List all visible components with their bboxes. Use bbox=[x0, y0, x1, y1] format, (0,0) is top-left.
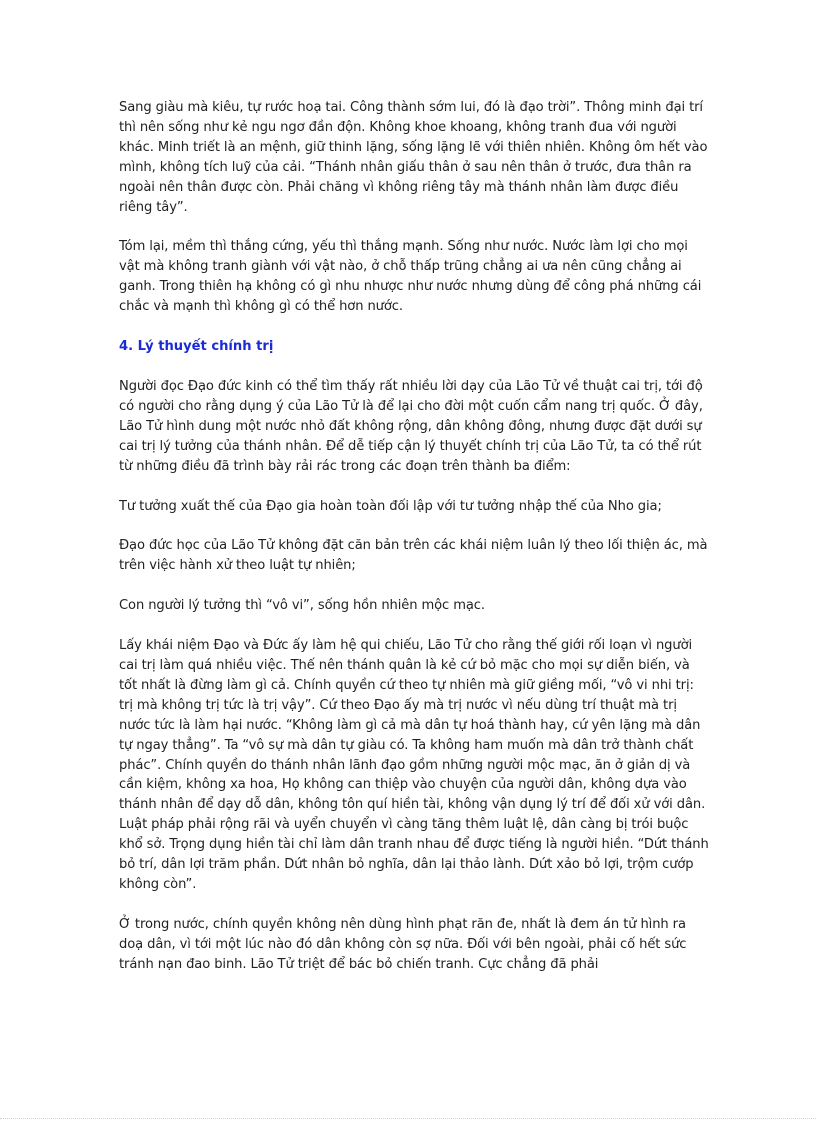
paragraph: Tóm lại, mềm thì thắng cứng, yếu thì thắng mạnh. Sống như nước. Nước làm lợi cho mọi vật mà không tranh giành với vật nào, ở chỗ thấp trũng chẳng ai ưa nên cũng chẳng ai ganh. Trong thiên hạ không có gì nhu nhược như nước nhưng dùng để công phá những cái chắc và mạnh thì không gì có thể hơn nước. bbox=[119, 239, 702, 315]
paragraph: Tư tưởng xuất thế của Đạo gia hoàn toàn đối lập với tư tưởng nhập thế của Nho gia; bbox=[119, 498, 662, 514]
paragraph: Lấy khái niệm Đạo và Đức ấy làm hệ qui chiếu, Lão Tử cho rằng thế giới rối loạn vì người cai trị làm quá nhiều việc. Thế nên thánh quân là kẻ cứ bỏ mặc cho mọi sự diễn biến, và tốt nhất là đừng làm gì cả. Chính quyền cứ theo tự nhiên mà giữ giềng mối, “vô vi nhi trị: trị mà không trị tức là trị vậy”. Cứ theo Đạo ấy mà trị nước vì nếu dùng trí thuật mà trị nước tức là làm hại nước. “Không làm gì cả mà dân tự hoá thành hay, cứ yên lặng mà dân tự ngay thẳng”. Ta “vô sự mà dân tự giàu có. Ta không ham muốn mà dân trở thành chất phác”. Chính quyền do thánh nhân lãnh đạo gồm những người mộc mạc, ăn ở giản dị và cần kiệm, không xa hoa, Họ không can thiệp vào chuyện của người dân, không dựa vào thánh nhân để dạy dỗ dân, không tôn quí hiền tài, không vận dụng lý trí để đối xử với dân. Luật pháp phải rộng rãi và uyển chuyển vì càng tăng thêm luật lệ, dân càng bị trói buộc khổ sở. Trọng dụng hiền tài chỉ làm dân tranh nhau để được tiếng là người hiền. “Dứt thánh bỏ trí, dân lợi trăm phần. Dứt nhân bỏ nghĩa, dân lại thảo lành. Dứt xảo bỏ lợi, trộm cướp không còn”. bbox=[119, 638, 709, 892]
paragraph: Con người lý tưởng thì “vô vi”, sống hồn nhiên mộc mạc. bbox=[119, 598, 485, 614]
section-heading: 4. Lý thuyết chính trị bbox=[119, 339, 274, 355]
page-bottom-border bbox=[0, 1118, 816, 1120]
paragraph: Đạo đức học của Lão Tử không đặt căn bản trên các khái niệm luân lý theo lối thiện ác, mà trên việc hành xử theo luật tự nhiên; bbox=[119, 538, 708, 574]
paragraph: Người đọc Đạo đức kinh có thể tìm thấy rất nhiều lời dạy của Lão Tử về thuật cai trị, tới độ có người cho rằng dụng ý của Lão Tử là để lại cho đời một cuốn cẩm nang trị quốc. Ở đây, Lão Tử hình dung một nước nhỏ đất không rộng, dân không đông, nhưng được đặt dưới sự cai trị lý tưởng của thánh nhân. Để dễ tiếp cận lý thuyết chính trị của Lão Tử, ta có thể rút từ những điều đã trình bày rải rác trong các đoạn trên thành ba điểm: bbox=[119, 378, 703, 474]
document-page bbox=[119, 98, 709, 995]
paragraph: Sang giàu mà kiêu, tự rước hoạ tai. Công thành sớm lui, đó là đạo trời”. Thông minh đại trí thì nên sống như kẻ ngu ngơ đần độn. Không khoe khoang, không tranh đua với người khác. Minh triết là an mệnh, giữ thinh lặng, sống lặng lẽ với thiên nhiên. Không ôm hết vào mình, không tích luỹ của cải. “Thánh nhân giấu thân ở sau nên thân ở trước, đưa thân ra ngoài nên thân được còn. Phải chăng vì không riêng tây mà thánh nhân làm được điều riêng tây”. bbox=[119, 100, 708, 215]
paragraph: Ở trong nước, chính quyền không nên dùng hình phạt răn đe, nhất là đem án tử hình ra doạ dân, vì tới một lúc nào đó dân không còn sợ nữa. Đối với bên ngoài, phải cố hết sức tránh nạn đao binh. Lão Tử triệt để bác bỏ chiến tranh. Cực chẳng đã phải bbox=[119, 916, 687, 972]
